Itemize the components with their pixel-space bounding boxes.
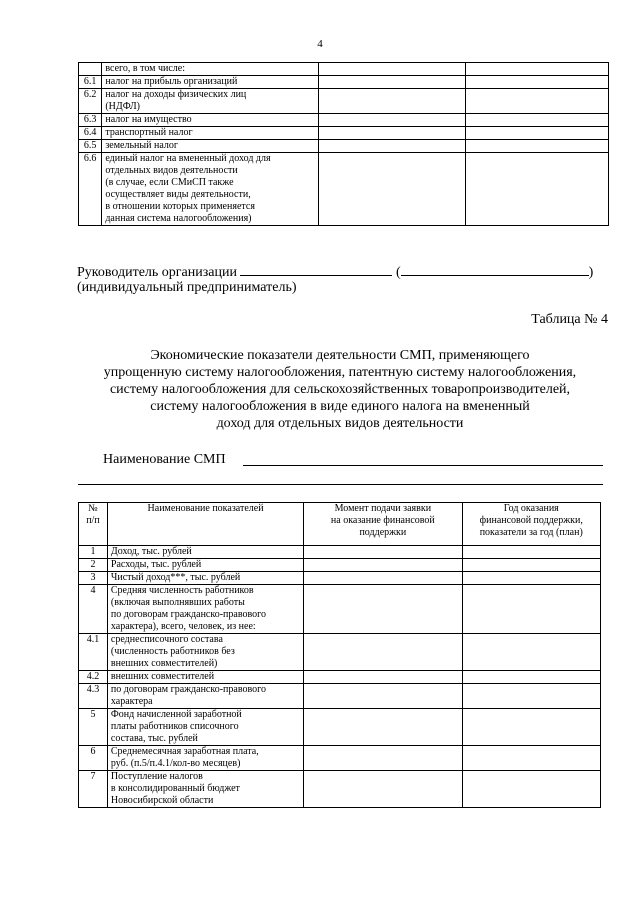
row-value-cell[interactable] bbox=[462, 572, 600, 585]
row-number: 6.6 bbox=[79, 153, 102, 226]
row-value-cell[interactable] bbox=[304, 746, 462, 771]
row-number: 6.1 bbox=[79, 76, 102, 89]
name-blank[interactable] bbox=[401, 262, 589, 276]
row-indicator-name: земельный налог bbox=[102, 140, 318, 153]
table-row bbox=[79, 140, 609, 153]
row-number: 4 bbox=[79, 585, 108, 634]
row-value-cell[interactable] bbox=[462, 709, 600, 746]
row-indicator-name: налог на доходы физических лиц (НДФЛ) bbox=[102, 89, 318, 114]
row-value-cell[interactable] bbox=[465, 89, 608, 114]
close-paren: ) bbox=[588, 265, 594, 280]
row-value-cell[interactable] bbox=[304, 771, 462, 808]
row-value-cell[interactable] bbox=[318, 127, 465, 140]
title-line: систему налогообложения в виде единого налога на вмененный bbox=[150, 399, 530, 414]
row-indicator-name: транспортный налог bbox=[102, 127, 318, 140]
row-value-cell[interactable] bbox=[465, 63, 608, 76]
row-number: 5 bbox=[79, 709, 108, 746]
row-value-cell[interactable] bbox=[462, 634, 600, 671]
row-number: 2 bbox=[79, 559, 108, 572]
table-number: Таблица № 4 bbox=[531, 312, 608, 327]
row-indicator-name: единый налог на вмененный доход для отдельных видов деятельности (в случае, если СМиСП также осуществляет виды деятельности, в отношении которых применяется данная система налогообложения) bbox=[102, 153, 318, 226]
table-row bbox=[79, 771, 601, 808]
row-value-cell[interactable] bbox=[318, 140, 465, 153]
row-value-cell[interactable] bbox=[304, 671, 462, 684]
header-application-moment: Момент подачи заявки на оказание финансовой поддержки bbox=[304, 503, 462, 546]
row-value-cell[interactable] bbox=[304, 709, 462, 746]
title-line: систему налогообложения для сельскохозяйственных товаропроизводителей, bbox=[109, 382, 571, 397]
table-row bbox=[79, 746, 601, 771]
signature-label: Руководитель организации bbox=[77, 265, 237, 280]
row-indicator-name: налог на имущество bbox=[102, 114, 318, 127]
row-value-cell[interactable] bbox=[465, 153, 608, 226]
row-indicator-name: среднесписочного состава (численность работников без внешних совместителей) bbox=[107, 634, 303, 671]
table-row bbox=[79, 572, 601, 585]
row-value-cell[interactable] bbox=[465, 76, 608, 89]
header-support-year: Год оказания финансовой поддержки, показатели за год (план) bbox=[462, 503, 600, 546]
table-row bbox=[79, 585, 601, 634]
row-value-cell[interactable] bbox=[318, 153, 465, 226]
row-number: 4.3 bbox=[79, 684, 108, 709]
table-row bbox=[79, 153, 609, 226]
row-value-cell[interactable] bbox=[304, 585, 462, 634]
row-number: 4.2 bbox=[79, 671, 108, 684]
row-value-cell[interactable] bbox=[318, 89, 465, 114]
row-indicator-name: внешних совместителей bbox=[107, 671, 303, 684]
row-value-cell[interactable] bbox=[462, 771, 600, 808]
row-indicator-name: Фонд начисленной заработной платы работников списочного состава, тыс. рублей bbox=[107, 709, 303, 746]
header-name: Наименование показателей bbox=[107, 503, 303, 546]
row-number: 1 bbox=[79, 546, 108, 559]
row-number: 3 bbox=[79, 572, 108, 585]
page-number: 4 bbox=[317, 38, 323, 50]
row-indicator-name: Поступление налогов в консолидированный бюджет Новосибирской области bbox=[107, 771, 303, 808]
row-value-cell[interactable] bbox=[462, 746, 600, 771]
row-indicator-name: Среднемесячная заработная плата, руб. (п.5/п.4.1/кол-во месяцев) bbox=[107, 746, 303, 771]
table-row bbox=[79, 634, 601, 671]
row-number: 6.3 bbox=[79, 114, 102, 127]
table-row bbox=[79, 709, 601, 746]
row-value-cell[interactable] bbox=[462, 585, 600, 634]
title-line: доход для отдельных видов деятельности bbox=[216, 416, 464, 431]
section-title bbox=[60, 347, 620, 432]
smp-name-field-continued[interactable] bbox=[78, 484, 603, 485]
row-number: 6.4 bbox=[79, 127, 102, 140]
row-indicator-name: Расходы, тыс. рублей bbox=[107, 559, 303, 572]
title-line: Экономические показатели деятельности СМП, применяющего bbox=[150, 348, 530, 363]
table-row bbox=[79, 63, 609, 76]
table-row bbox=[79, 559, 601, 572]
tax-table-continued bbox=[78, 62, 609, 226]
row-value-cell[interactable] bbox=[304, 684, 462, 709]
row-value-cell[interactable] bbox=[318, 63, 465, 76]
row-value-cell[interactable] bbox=[462, 671, 600, 684]
row-number: 6.2 bbox=[79, 89, 102, 114]
signature-blank[interactable] bbox=[240, 262, 392, 276]
row-value-cell[interactable] bbox=[465, 127, 608, 140]
row-value-cell[interactable] bbox=[462, 559, 600, 572]
table-row bbox=[79, 114, 609, 127]
row-value-cell[interactable] bbox=[304, 559, 462, 572]
row-value-cell[interactable] bbox=[462, 684, 600, 709]
title-line: упрощенную систему налогообложения, патентную систему налогообложения, bbox=[103, 365, 577, 380]
row-value-cell[interactable] bbox=[318, 114, 465, 127]
header-num: № п/п bbox=[79, 503, 108, 546]
row-number: 6.5 bbox=[79, 140, 102, 153]
row-indicator-name: всего, в том числе: bbox=[102, 63, 318, 76]
table-row bbox=[79, 89, 609, 114]
table-row bbox=[79, 671, 601, 684]
row-indicator-name: Средняя численность работников (включая выполнявших работы по договорам гражданско-правового характера), всего, человек, из нее: bbox=[107, 585, 303, 634]
row-number: 6 bbox=[79, 746, 108, 771]
row-number bbox=[79, 63, 102, 76]
row-number: 7 bbox=[79, 771, 108, 808]
row-indicator-name: налог на прибыль организаций bbox=[102, 76, 318, 89]
row-value-cell[interactable] bbox=[462, 546, 600, 559]
row-value-cell[interactable] bbox=[304, 634, 462, 671]
smp-name-field[interactable] bbox=[243, 465, 603, 466]
row-value-cell[interactable] bbox=[465, 140, 608, 153]
row-indicator-name: по договорам гражданско-правового характера bbox=[107, 684, 303, 709]
row-value-cell[interactable] bbox=[465, 114, 608, 127]
indicators-table bbox=[78, 502, 601, 808]
row-indicator-name: Доход, тыс. рублей bbox=[107, 546, 303, 559]
table-row bbox=[79, 684, 601, 709]
row-number: 4.1 bbox=[79, 634, 108, 671]
row-indicator-name: Чистый доход***, тыс. рублей bbox=[107, 572, 303, 585]
table-row bbox=[79, 76, 609, 89]
row-value-cell[interactable] bbox=[318, 76, 465, 89]
table-row bbox=[79, 546, 601, 559]
smp-name-label: Наименование СМП bbox=[103, 452, 226, 467]
open-paren: ( bbox=[395, 265, 401, 280]
table-header-row bbox=[79, 503, 601, 546]
signature-sub-label: (индивидуальный предприниматель) bbox=[77, 280, 297, 295]
row-value-cell[interactable] bbox=[304, 546, 462, 559]
table-row bbox=[79, 127, 609, 140]
row-value-cell[interactable] bbox=[304, 572, 462, 585]
